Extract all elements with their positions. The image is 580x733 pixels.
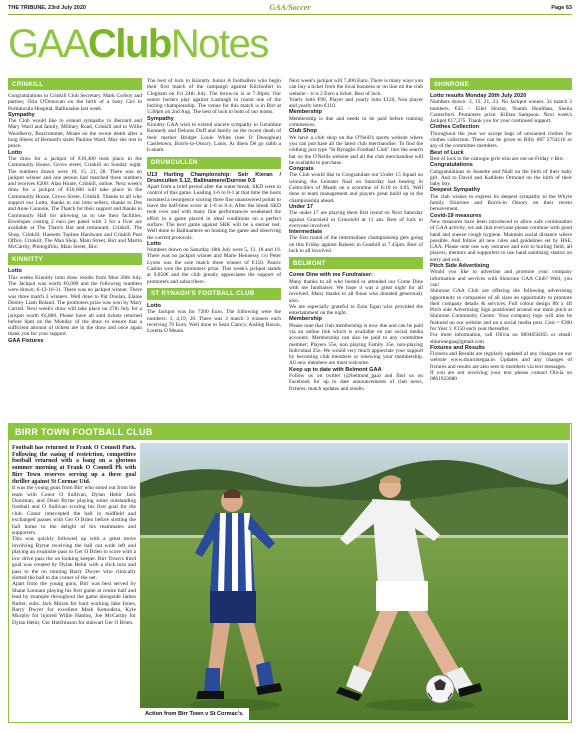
- strynagh-yearly: Yearly lotto €90, Player and yearly lotto €120, Non player and yearly lotto €110.: [289, 96, 423, 110]
- shinrone-contact: If you are not receiving your text please contact Olivia on 0861923080: [430, 370, 572, 383]
- shinrone-covid: New measures have been introduced to allow safe continuation of GAA activity, we ask that everyone please continue with good hand and sneeze cough hygiene. Maintain social distance where possible. And follow all new rules and guidelines set by HSE, GAA. Please note one way entrance and exit to hurling field, all players, mentors and supporters to use hand sanitising station on entry and exit.: [430, 218, 572, 263]
- publication-date: THE TRIBUNE, 23rd July 2020: [8, 5, 86, 11]
- crinkill-lotto-head: Lotto: [8, 149, 22, 156]
- shinrone-band: SHINRONE: [430, 78, 572, 90]
- belmont-membership-head: Membership: [289, 316, 322, 323]
- kinnitty-fixtures-text: The best of luck to Kinnitty Junior A footballers who begin their first match of the campaign against Kilclonfert in Clogham on Fri 24th July. The throw-in is at 7:30pm. Our senior hurlers play against Lusmagh in round one of the hurling championship. The venue for this match is in Birr at 5:30pm on 2nd Aug. The best of luck to both of our teams.: [147, 78, 281, 116]
- belmont-fundraiser-head: Come Dine with me Fundraiser:: [289, 272, 373, 279]
- column-2: [147, 78, 281, 418]
- strynagh-shop: We have a club shop on the O'Neill's sports website where you can purchase all the latest club merchandise. To find the clothing just type "St Rynaghs Football Club" into the search bar on the O'Neills website and all the club merchandise will be available to purchase.: [289, 134, 423, 166]
- shinrone-info: For more information, call Olivia on 0894658365 or email: shinronegaa@gmail.com: [430, 332, 572, 345]
- strynagh-congrats-head: Congrats: [289, 166, 314, 173]
- drumcullen-lotto: Numbers drawn on Saturday 18th July were 5, 13, 18 and 19. There was no jackpot winner and Marie Hennessy c/o Peter Lyons was the sole match three winner of €150. Pauric Cashin won the promoters prize. This week's jackpot stands at 9,850€ and the club greatly appreciates the support of promoters and subscribers.: [147, 247, 281, 285]
- shinrone-luck-head: Best of Luck: [430, 149, 464, 156]
- masthead-part-1: GAA: [8, 22, 88, 66]
- shinrone-cong-head: Congratulations: [430, 162, 473, 169]
- shinrone-fixtures: Fixtures and Results are regularly updated of any changes on our website www.shinronegaa.ie. Updates and any changes of fixtures and results are also sent to members via text messages.: [430, 351, 572, 370]
- header-rule: [8, 14, 572, 15]
- shinrone-lotto-head: Lotto results Monday 20th July 2020: [430, 93, 527, 99]
- shinrone-lotto: Numbers drawn: 3, 13, 21, 23. No Jackpot winner. 3x match 3 numbers. €45 – Eilel Hoctor, Niamh Houlihan, Sheila Comerford. Promoters prize: Killian Sampson. Next week's Jackpot €17,375. Thank you for your continued support.: [430, 99, 572, 125]
- belmont-fundraiser: Many thanks to all who hosted or attended our Come Dine with me fundraiser. We hope it was a great night for all involved. Many thanks to all those who donated generously also.: [289, 278, 423, 304]
- strynagh-lotto: The Jackpot was for 7200 Euro. The following were the numbers: 3, 4,19, 20. There was 3 match 3 winners each receiving 70 Euro. Well done to Sean Clancy, Aisling Bacon, Loretta O Meara.: [147, 309, 281, 335]
- kinnitty-lotto-head: Lotto: [8, 268, 22, 275]
- belmont-touch: Follow us on twitter (@belmont_gaa) and find us on Facebook for up to date announcements of club news, fixtures, match updates and results.: [289, 373, 423, 392]
- photo-caption: Action from Birr Town v St Cormac's.: [140, 708, 249, 720]
- masthead-part-3: Notes: [170, 22, 268, 66]
- shinrone-pitch-head: Pitch Side Advertising: [430, 263, 490, 270]
- shinrone-covid-head: Covid-19 measures: [430, 212, 482, 219]
- birr-town-article: [12, 445, 136, 719]
- belmont-grateful: We are especially grateful to Eoin Egan who provided the entertainment on the night.: [289, 303, 423, 317]
- belmont-band: BELMONT: [289, 257, 423, 269]
- shinrone-clothes-head: Clothes Collection: [430, 124, 480, 131]
- shinrone-deep: The club wishes to express its deepest sympathy to the Whyte family Shinrone and Borris-in Ossory on their recent bereavement.: [430, 193, 572, 213]
- belmont-membership: Please note that club membership is now due and can be paid via an online link which is available on our social media accounts. Membership can also be paid to any committee member: Players 55e, non playing Family 35e, non-playing Individual 25e. We would very much appreciate your support by becoming club members or renewing your membership. All new members are most welcome.: [289, 322, 423, 367]
- drumcullen-report: Apart from a brief period after the water break, SKD were in control of this game. Leading 1-6 to 0-1 at that time the hosts mounted a resurgence scoring three fine unanswered points to leave the half-time score at 1-6 to 0-4. After the break SKD took over and with many fine performances weakened the effort in a game played in ideal conditions on a perfect surface. The next game against SBK will be a sterner test. Well done to Ballinamere on hosting the game and observing the current protocols.: [147, 184, 281, 241]
- section-title: GAA/Soccer: [269, 3, 311, 12]
- football: [426, 675, 454, 703]
- page-number: Page 63: [551, 5, 572, 11]
- crinkill-lotto: The draw for a jackpot of €10,400 took place in the Community House, Grove street, Crinkill on Sunday night. The numbers drawn were 10, 15, 21, 28. There was no jackpot winner and one person had matched three numbers and receives €200: Alan Hoare, Crinkill, online. Next week's draw for a jackpot of €10,600 will take place in the Community House, Grove Street, Crinkill. Thanks to all who support our Lotto, thanks to our lotto sellers, thanks to Des and Anne Connole, The Thatch for their support and thanks to Community Hall for allowing us to use their facilities. Envelopes costing 2 euro per panel with 3 for a fiver are available at The Thatch Bar and restaurant, Crinkill; The Shop, Crinkill; Hassetts Topline Hardware and Crinkill Post Office, Crinkill; The Man Shop, Main Street, Birr and Martin McCarthy, Photogift4u, Main Street, Birr.: [8, 155, 142, 251]
- match-photo-image: [140, 443, 568, 720]
- drumcullen-lotto-head: Lotto: [147, 240, 161, 247]
- page-header: [8, 2, 572, 14]
- birr-town-feature: [8, 423, 572, 723]
- strynagh-u17-head: Under 17: [289, 203, 313, 210]
- kinnitty-sympathy-head: Sympathy: [147, 115, 174, 122]
- strynagh-shop-head: Club Shop: [289, 128, 317, 135]
- shinrone-clothes: Throughout the year we accept bags of unwanted clothes for clothes collection. These can be given to Billy 087 2754116 or any of the committee members.: [430, 130, 572, 150]
- column-3: [289, 78, 423, 418]
- birr-town-para-1: It was the young guns from Birr who stood out from the team with Conor O Sullivan, Dylan Hehir Jack Doorman, and Dean Byrne playing some outstanding football and O Sullivan scoring his first goal for the club. Conor intercepted the ball in midfield and exchanged passes with Ger O Brien before slotting the ball home to the delight of his teammates and supporters.: [12, 485, 136, 537]
- crinkill-sympathy-head: Sympathy: [8, 111, 35, 118]
- column-4: [430, 78, 572, 418]
- kinnitty-lotto: This weeks Kinnitty lotto draw results from Mon 20th July. The Jackpot was worth €6,000 and the following numbers were drawn; 6-12-16-31. There was no jackpot winner. There was three match 3 winners. Well done to Pat Doolan, Elaine Dooley Liam Boland. The promoters prize was won by Mary Carroll. Next week's draw will take place on 27th July for a jackpot worth €6,800. Please have all sold tickets returned before 6pm on the Monday of the draw to ensure that a sufficient amount of tickets are in the draw and once again thank you for your support.: [8, 274, 142, 338]
- strynagh-u17: The under 17 are playing there first round on Next Saturday against Graceield in Graceield at 11 am. Best of luck to everyone involved.: [289, 210, 423, 229]
- shinrone-pitch: Would you like to advertise and promote your company information and services with Shinrone GAA Club? Well, you can!: [430, 269, 572, 288]
- strynagh-membership-head: Membership: [289, 109, 322, 116]
- match-photo: [140, 443, 568, 720]
- shinrone-fixtures-head: Fixtures and Results: [430, 344, 486, 351]
- strynagh-inter-head: Intermediate: [289, 229, 323, 236]
- kinnitty-fixtures-head: GAA Fixtures: [8, 337, 44, 344]
- strynagh-inter: The first round of the intermediate championship gets going on this Friday against Raheen in Geashill at 7.45pm. Best of luck to all involved.: [289, 235, 423, 255]
- kinnitty-sympathy: Kinnitty GAA wish to extend sincere sympathy to Geraldine Kennedy and Delores Duff and family on the recent death of their mother Bridget Louie White (nee O Donoghue) Castletown, Borris-in-Ossory, Laois. Ar dheis Dé go raibh a h-anam.: [147, 122, 281, 154]
- shinrone-cong: Congratulations to Jeanette and Niall on the birth of their baby girl. And to David and Kathleen Ormond on the birth of their baby boy.: [430, 168, 572, 188]
- strynagh-lotto-head: Lotto: [147, 302, 161, 309]
- birr-town-band: BIRR TOWN FOOTBALL CLUB: [9, 424, 570, 440]
- belmont-touch-head: Keep up to date with Belmont GAA: [289, 366, 382, 373]
- birr-town-lede: Football has returned to Frank O Connell Park. Following the easing of restriction, competitive football returned with a bang on a glorious summer morning at Frank O Connell Pk with Birr Town reserves serving up a three goal thriller against St Cormac Utd.: [12, 445, 136, 485]
- crinkill-intro: Congratulations to Crinkill Club Secretary, Mark Corboy and partner, Orla O'Donovan on the birth of a baby Girl in Portiuncula Hospital, Ballinasloe last week.: [8, 93, 142, 112]
- strynagh-congrats: The Club would like to Congratulate our Under 15 Squad on winning the Leinster final on Saturday last beating St Colmcille's of Meath on a scoreline of 6:10 to 4:05. Well done to team management and players great build up to the championship ahead.: [289, 172, 423, 204]
- drumcullen-head: U13 Hurling Championship: Seir Kieran / Drumcullen 5.12, Ballinamere/Durrow 0.5: [147, 171, 281, 184]
- shinrone-luck: Best of luck to the camogie girls who are out on Friday v Birr.: [430, 155, 565, 162]
- shinrone-pitch-2: Shinrone GAA Club are offering the following advertising opportunity to companies of all sizes an opportunity to promote their company details & services. Full colour design 8ft x 4ft Pitch side Advertising Sign positioned around our main pitch at Shinrone Community Centre. Your company logo will also be featured on our website and on a social media post. Cost = €300 for Year 1, €150 each year thereafter.: [430, 288, 572, 332]
- strynagh-membership: Membership is due and needs to be paid before training commences.: [289, 115, 423, 129]
- kinnitty-band: KINNITTY: [8, 253, 142, 265]
- strynagh-band: ST RYNAGH'S FOOTBALL CLUB: [147, 288, 281, 300]
- birr-town-para-3: Apart from the young guns, Birr was best served by Shane Lonnam playing his first game at centre half and lead by example throughout the game alongside James Butler, subs: Jack Moran for hard working Jake Jones, Barry Dwyer for excellent Mark Kemodera, Kyle Murphy for injured Willie Hanlon, Joe McCarthy for Dylan Hehir, Ger Hutchinson for stalwart Ger O Brien.: [12, 581, 136, 626]
- masthead-part-2: Club: [87, 22, 171, 66]
- column-1: [8, 78, 142, 418]
- shinrone-deep-head: Deepest Sympathy: [430, 187, 481, 194]
- birr-town-para-2: This was quickly followed up with a great move involving Byrne receiving the ball out wide left and playing an exquisite pass to Ger O Brien to score with a low drive pass the on looking keeper. Birr Town's third goal was created by Dylan Hehir with a slick turn and pass to the on running Barry Dwyer who clinically slotted the ball to the corner of the net.: [12, 536, 136, 581]
- drumcullen-band: DRUMCULLEN: [147, 157, 281, 169]
- crinkill-sympathy: The Club would like to extend sympathy to Bernard and Mary Ward and family, Military Road, Crinkill and to Willie Woodberry, Roscrommet, Moate on the recent death after a long illness of Bernard's sister Pauline Ward. May she rest in peace.: [8, 118, 142, 150]
- crinkill-band: CRINKILL: [8, 78, 142, 90]
- strynagh-jackpot: Next week's jackpot will 7,400 Euro. There is many ways you can buy a ticket from the local business or on line on the club website – it is 2 Euro a ticket. Best of luck.: [289, 78, 423, 97]
- masthead-title: [8, 18, 268, 70]
